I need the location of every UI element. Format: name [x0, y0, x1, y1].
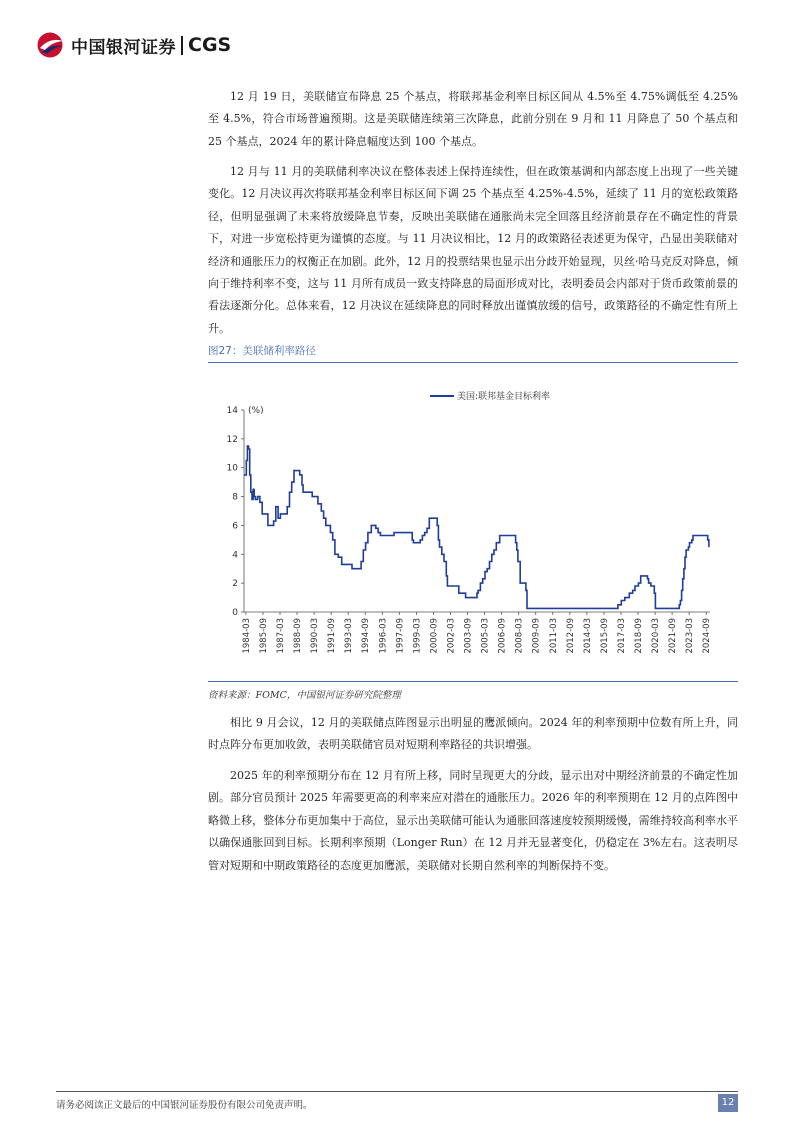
x-tick-label: 2021-09 — [668, 618, 679, 654]
y-tick-label: 8 — [232, 492, 238, 503]
paragraph-2: 12 月与 11 月的美联储利率决议在整体表述上保持连续性，但在政策基调和内部态度上出现了一些关键变化。12 月决议再次将联邦基金利率目标区间下调 25 个基点至 4.25%-4.5%，延续了 11 月的宽松政策路径，但明显强调了未来将放缓降息节奏，反映出美联储在通胀尚未完全回落且经济前景存在不确定性的背景下，对进一步宽松持更为谨慎的态度。与 11 月决议相比，12 月的政策路径表述更为保守，凸显出美联储对经济和通胀压力的权衡正在加剧。此外，12 月的投票结果也显示出分歧开始显现，贝丝·哈马克反对降息，倾向于维持利率不变，这与 11 月所有成员一致支持降息的局面形成对比，表明委员会内部对于货币政策前景的看法逐渐分化。总体来看，12 月决议在延续降息的同时释放出谨慎放缓的信号，政策路径的不确定性有所上升。 — [208, 165, 738, 335]
y-tick-label: 6 — [232, 521, 238, 532]
x-tick-label: 1996-03 — [378, 618, 389, 654]
brand-name-en: CGS — [188, 34, 232, 56]
x-tick-label: 2015-09 — [599, 618, 610, 654]
y-axis — [227, 406, 244, 618]
x-tick-label: 1997-09 — [395, 618, 406, 654]
x-tick-label: 2017-03 — [616, 618, 627, 654]
series-line-fed-funds-target — [244, 446, 709, 608]
paragraph-3: 相比 9 月会议，12 月的美联储点阵图显示出明显的鹰派倾向。2024 年的利率预期中位数有所上升，同时点阵分布更加收敛，表明美联储官员对短期利率路径的共识增强。 — [208, 716, 738, 752]
x-tick-label: 2009-09 — [531, 618, 542, 654]
y-tick-label: 14 — [226, 406, 238, 416]
x-tick-label: 1994-09 — [361, 618, 372, 654]
x-tick-label: 2018-09 — [634, 618, 645, 654]
x-tick-label: 2023-03 — [685, 618, 696, 654]
x-tick-label: 1993-03 — [344, 618, 355, 654]
footer-disclaimer: 请务必阅读正文最后的中国银河证券股份有限公司免责声明。 — [56, 1100, 313, 1111]
x-tick-label: 2014-03 — [582, 618, 593, 654]
figure-title: 图27：美联储利率路径 — [208, 345, 316, 357]
x-tick-label: 1990-03 — [310, 618, 321, 654]
fed-rate-chart — [208, 378, 738, 678]
x-tick-label: 2006-09 — [497, 618, 508, 654]
x-tick-label: 2000-09 — [429, 618, 440, 654]
x-tick-label: 1988-09 — [293, 618, 304, 654]
x-tick-label: 1984-03 — [241, 618, 252, 654]
paragraph-4: 2025 年的利率预期分布在 12 月有所上移，同时呈现更大的分歧，显示出对中期经济前景的不确定性加剧。部分官员预计 2025 年需要更高的利率来应对潜在的通胀压力。2026 年的利率预期在 12 月的点阵图中略微上移，整体分布更加集中于高位，显示出美联储可能认为通胀回落速度较预期缓慢，需维持较高利率水平以确保通胀回到目标。长期利率预期（Longer Run）在 12 月并无显著变化，仍稳定在 3%左右。这表明尽管对短期和中期政策路径的态度更加鹰派，美联储对长期自然利率的判断保持不变。 — [208, 769, 738, 872]
cgs-logo-icon — [36, 31, 66, 59]
y-tick-label: 4 — [232, 550, 238, 561]
x-tick-label: 2024-09 — [702, 618, 713, 654]
y-tick-label: 2 — [232, 579, 238, 590]
brand-logo — [36, 30, 231, 60]
figure-top-rule — [208, 362, 738, 363]
brand-name-cn: 中国银河证券 — [71, 37, 176, 58]
y-tick-label: 0 — [232, 608, 238, 618]
page-number: 12 — [718, 1094, 738, 1112]
x-tick-label: 2012-09 — [565, 618, 576, 654]
y-unit-label: (%) — [248, 406, 264, 416]
y-tick-label: 12 — [226, 434, 238, 445]
paragraph-1: 12 月 19 日，美联储宣布降息 25 个基点，将联邦基金利率目标区间从 4.5%至 4.75%调低至 4.25%至 4.5%，符合市场普遍预期。这是美联储连续第三次降息，此前分别在 9 月和 11 月降息了 50 个基点和 25 个基点，2024 年的累计降息幅度达到 100 个基点。 — [208, 90, 738, 148]
figure-source: 资料来源：FOMC，中国银河证券研究院整理 — [208, 690, 401, 701]
footer-rule — [56, 1091, 738, 1092]
legend-label: 美国:联邦基金目标利率 — [457, 392, 551, 402]
figure-bottom-rule — [208, 681, 738, 682]
x-tick-label: 2005-03 — [480, 618, 491, 654]
x-tick-label: 2011-03 — [548, 618, 559, 654]
x-tick-label: 1991-09 — [327, 618, 338, 654]
x-tick-label: 1985-09 — [258, 618, 269, 654]
brand-separator — [181, 36, 183, 55]
x-axis — [242, 612, 712, 654]
x-tick-label: 2003-09 — [463, 618, 474, 654]
x-tick-label: 2020-03 — [651, 618, 662, 654]
x-tick-label: 2008-03 — [514, 618, 525, 654]
x-tick-label: 1999-03 — [412, 618, 423, 654]
x-tick-label: 2002-03 — [446, 618, 457, 654]
x-tick-label: 1987-03 — [275, 618, 286, 654]
y-tick-label: 10 — [226, 463, 238, 474]
